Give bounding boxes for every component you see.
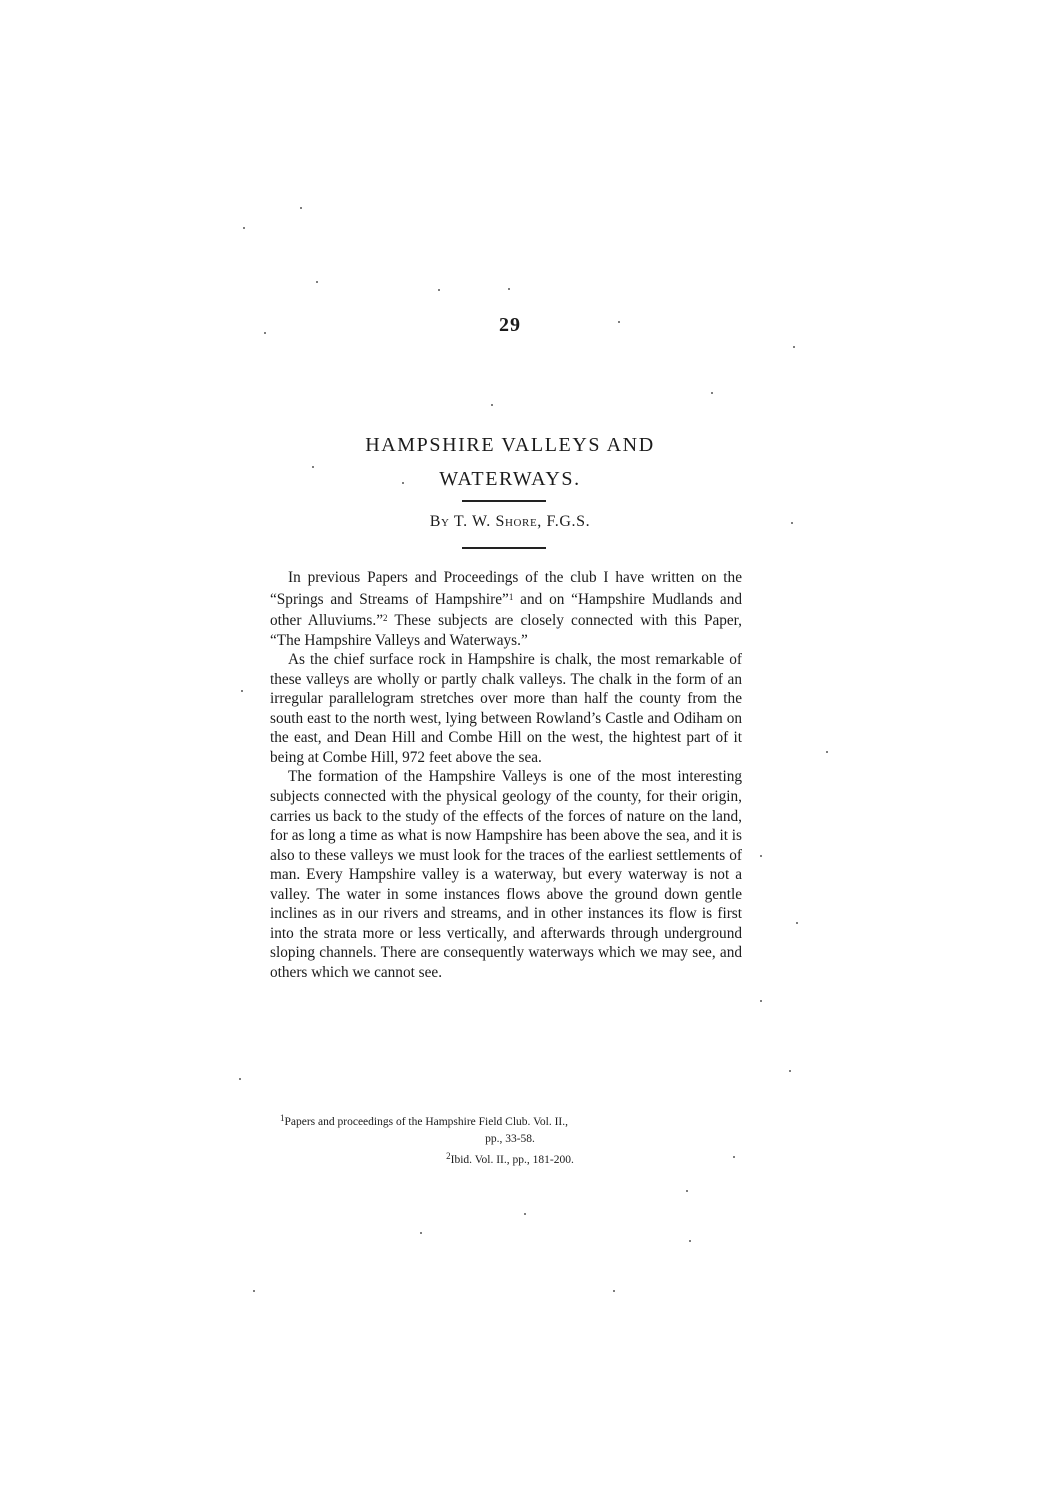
footnote-1-mark: 1	[280, 1113, 285, 1123]
byline-surname: Shore,	[495, 513, 542, 530]
author-byline	[330, 513, 690, 531]
scan-speck	[241, 690, 243, 692]
title-divider-bottom	[462, 547, 546, 549]
scan-speck	[438, 289, 440, 291]
scan-speck	[508, 288, 510, 290]
byline-by: By	[429, 513, 450, 530]
scan-speck	[316, 281, 318, 283]
scan-speck	[826, 751, 828, 753]
scan-speck	[686, 1190, 688, 1192]
footnotes	[280, 1110, 740, 1169]
footnote-1	[280, 1110, 740, 1131]
paragraph-1	[270, 568, 742, 650]
scan-speck	[491, 404, 493, 406]
scan-speck	[312, 466, 314, 468]
footnote-ref-2: 2	[383, 613, 388, 624]
scan-speck	[760, 1000, 762, 1002]
scan-speck	[689, 1240, 691, 1242]
paragraph-1-part-3: These subjects are closely connected with this Paper, “The Hampshire Valleys and Waterways.”	[270, 612, 742, 649]
title-line-2: WATERWAYS.	[439, 468, 581, 490]
title-divider-top	[462, 500, 546, 502]
scan-speck	[791, 522, 793, 524]
footnote-2-mark: 2	[446, 1151, 451, 1161]
article-title	[250, 428, 770, 496]
scan-speck	[789, 1070, 791, 1072]
footnote-1-text: Papers and proceedings of the Hampshire Field Club. Vol. II.,	[284, 1116, 569, 1128]
footnote-ref-1: 1	[508, 591, 514, 602]
paragraph-3: The formation of the Hampshire Valleys is one of the most interesting subjects connected with the physical geology of the county, for their origin, carries us back to the study of the effects of the forces of nature on the land, for as long a time as what is now Hampshire has been above the sea, and it is also to these valleys we must look for the traces of the earliest settlements of man. Every Hampshire valley is a waterway, but every waterway is not a valley. The water in some instances flows above the ground down gentle inclines as in our rivers and streams, and in other instances its flow is first into the strata more or less vertically, and afterwards through underground sloping channels. There are consequently waterways which we may see, and others which we cannot see.	[270, 768, 742, 981]
byline-suffix: F.G.S.	[546, 513, 591, 530]
paragraph-1-part-2: and on “Hampshire Mudlands and other Alluviums.”	[270, 590, 743, 630]
footnote-2-text: Ibid. Vol. II., pp., 181-200.	[450, 1154, 574, 1166]
scan-speck	[420, 1232, 422, 1234]
page-number: 29	[499, 314, 521, 336]
scan-speck	[613, 1290, 615, 1292]
scan-speck	[793, 346, 795, 348]
scan-speck	[243, 227, 245, 229]
scan-speck	[253, 1290, 255, 1292]
article-body	[270, 568, 742, 982]
scan-speck	[239, 1078, 241, 1080]
scan-speck	[524, 1213, 526, 1215]
paragraph-2: As the chief surface rock in Hampshire is chalk, the most remarkable of these valleys are wholly or partly chalk valleys. The chalk in the form of an irregular parallelogram stretches over more than half the county from the south east to the north west, lying between Rowland’s Castle and Odiham on the east, and Dean Hill and Combe Hill on the west, the hightest part of it being at Combe Hill, 972 feet above the sea.	[270, 651, 742, 766]
scan-speck	[796, 922, 798, 924]
footnote-2	[280, 1148, 740, 1169]
footnote-1-pages: pp., 33-58.	[485, 1133, 535, 1145]
scan-speck	[264, 332, 266, 334]
scan-speck	[760, 855, 762, 857]
scan-speck	[300, 207, 302, 209]
scan-speck	[618, 321, 620, 323]
scan-speck	[733, 1156, 735, 1158]
title-line-1: HAMPSHIRE VALLEYS AND	[365, 434, 655, 456]
scan-speck	[402, 482, 404, 484]
paragraph-1-part-1: In previous Papers and Proceedings of the club I have written on the “Springs and Streams of Hampshire”	[270, 569, 742, 608]
scan-speck	[711, 392, 713, 394]
byline-initials: T. W.	[453, 513, 491, 530]
